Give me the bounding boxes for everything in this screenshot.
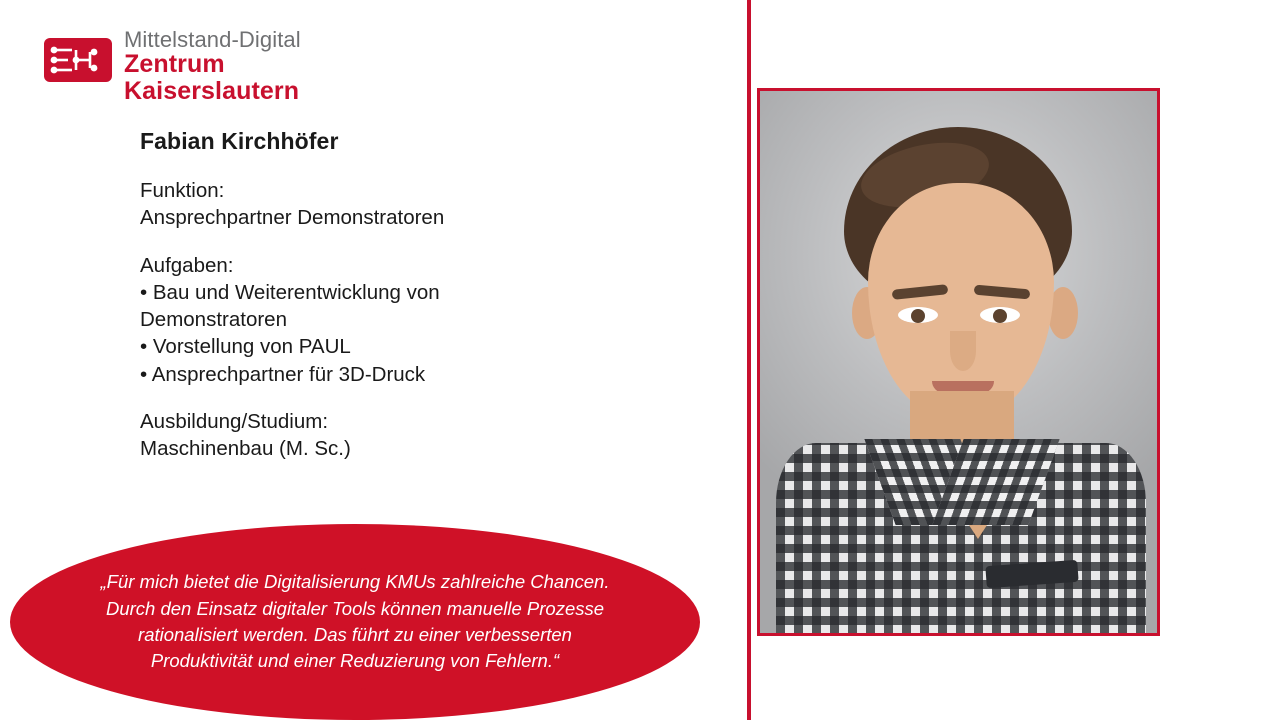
- logo-line-3: Kaiserslautern: [124, 76, 300, 105]
- logo-line-1: Mittelstand-Digital: [124, 27, 301, 52]
- circuit-board-icon: [42, 24, 114, 96]
- section-line: Demonstratoren: [140, 308, 287, 331]
- section-label: Aufgaben:: [140, 253, 234, 277]
- section-line: • Ansprechpartner für 3D-Druck: [140, 362, 426, 386]
- section-label: Ausbildung/Studium:: [140, 409, 329, 433]
- vertical-divider: [747, 0, 751, 720]
- section-line: Ansprechpartner Demonstratoren: [140, 206, 445, 230]
- section-ausbildung: [140, 408, 700, 463]
- eyebrow-left: [892, 284, 949, 300]
- logo-text: [124, 24, 301, 104]
- portrait-illustration: [760, 91, 1157, 633]
- quote-bubble: [10, 524, 700, 720]
- logo-line-2: Zentrum: [124, 50, 225, 79]
- eye-right: [980, 307, 1020, 323]
- face-shape: [868, 183, 1054, 419]
- eye-left: [898, 307, 938, 323]
- section-label: Funktion:: [140, 179, 225, 202]
- portrait-photo: [757, 88, 1160, 636]
- eyebrow-right: [974, 285, 1031, 300]
- person-info: [140, 128, 700, 462]
- shirt-shape: [776, 443, 1146, 636]
- section-aufgaben: [140, 252, 700, 388]
- section-line: • Vorstellung von PAUL: [140, 335, 351, 359]
- shirt-pocket: [985, 560, 1078, 588]
- logo: [42, 24, 301, 104]
- page-title: Fabian Kirchhöfer: [140, 128, 339, 154]
- quote-text: „Für mich bietet die Digitalisierung KMUs zahlreiche Chancen. Durch den Einsatz digitaler Tools können manuelle Prozesse rationalisiert werden. Das führt zu einer verbesserten Produktivität und einer Reduzierung von Fehlern.“: [100, 571, 610, 672]
- section-line: • Bau und Weiterentwicklung von: [140, 280, 440, 304]
- section-funktion: [140, 177, 700, 232]
- nose-shape: [950, 331, 976, 371]
- section-line: Maschinenbau (M. Sc.): [140, 437, 351, 460]
